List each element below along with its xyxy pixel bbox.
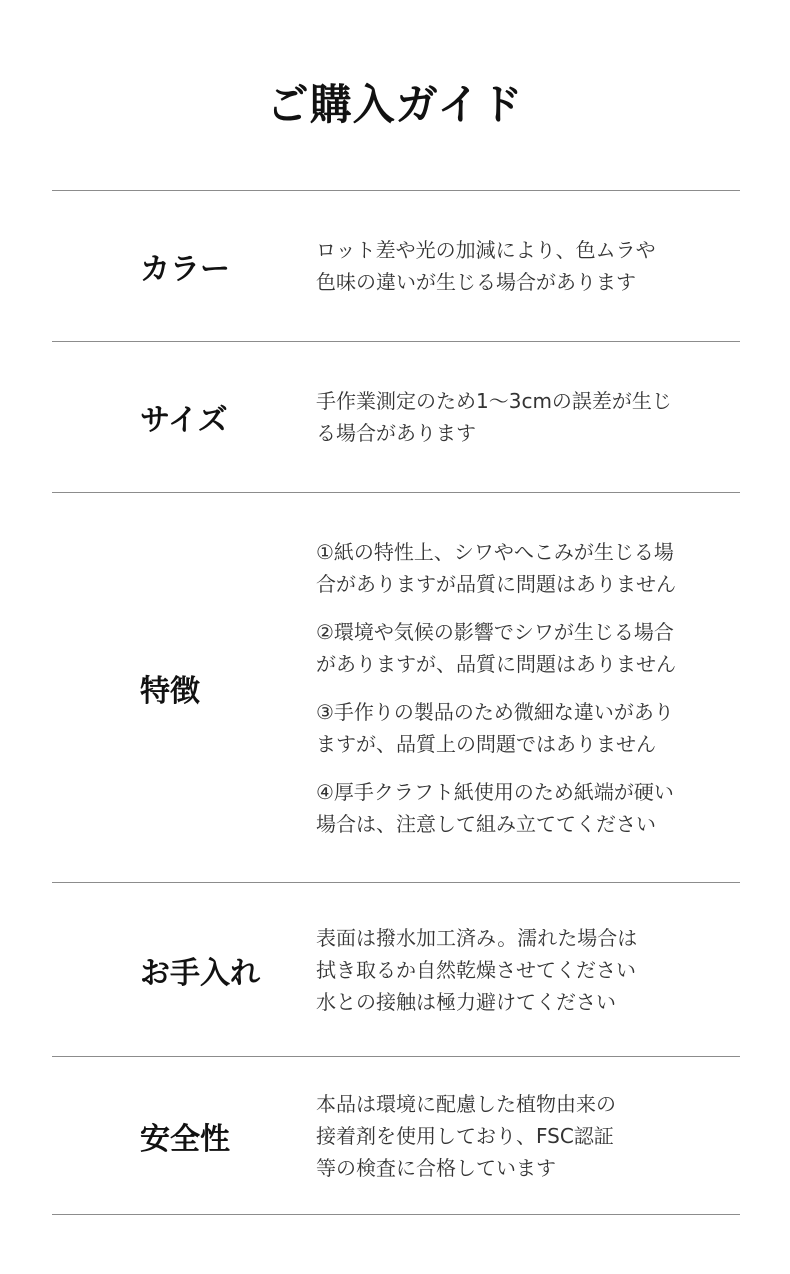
description-line: ④厚手クラフト紙使用のため紙端が硬い [316, 779, 674, 804]
purchase-guide-table [52, 190, 740, 1215]
description-line: がありますが、品質に問題はありません [316, 651, 676, 676]
guide-row-color [52, 191, 740, 342]
guide-row-description [316, 234, 740, 298]
description-line: 接着剤を使用しており、FSC認証 [316, 1123, 614, 1148]
description-line: 表面は撥水加工済み。濡れた場合は [316, 925, 638, 950]
guide-row-care [52, 883, 740, 1057]
description-line: ③手作りの製品のため微細な違いがあり [316, 699, 674, 724]
guide-row-label: 安全性 [140, 1121, 230, 1157]
description-line: 合がありますが品質に問題はありません [316, 571, 676, 596]
guide-row-size [52, 342, 740, 493]
description-line: ますが、品質上の問題ではありません [316, 731, 656, 756]
guide-row-label: 特徴 [140, 673, 200, 709]
description-line: ①紙の特性上、シワやへこみが生じる場 [316, 539, 674, 564]
guide-row-description [316, 922, 740, 1018]
description-line: 色味の違いが生じる場合があります [316, 270, 636, 294]
guide-row-description [316, 1088, 740, 1184]
description-line: 水との接触は極力避けてください [316, 989, 616, 1014]
guide-row-description [316, 385, 740, 449]
feature-item [316, 616, 740, 680]
guide-row-label: お手入れ [140, 955, 260, 991]
description-line: 拭き取るか自然乾燥させてください [316, 957, 636, 982]
description-line: 場合は、注意して組み立ててください [316, 811, 656, 836]
description-line: 手作業測定のため1～3cmの誤差が生じ [316, 389, 672, 413]
guide-row-label: サイズ [140, 403, 228, 438]
guide-row-label: カラー [140, 252, 230, 287]
description-line: 本品は環境に配慮した植物由来の [316, 1091, 616, 1116]
page-title: ご購入ガイド [266, 80, 524, 129]
description-line: ロット差や光の加減により、色ムラや [316, 238, 656, 262]
guide-row-description [316, 536, 740, 840]
feature-item [316, 696, 740, 760]
description-line: る場合があります [316, 421, 476, 445]
feature-item [316, 536, 740, 600]
description-line: ②環境や気候の影響でシワが生じる場合 [316, 619, 674, 644]
description-line: 等の検査に合格しています [316, 1155, 556, 1180]
guide-row-safety [52, 1057, 740, 1215]
guide-row-features [52, 493, 740, 883]
feature-item [316, 776, 740, 840]
